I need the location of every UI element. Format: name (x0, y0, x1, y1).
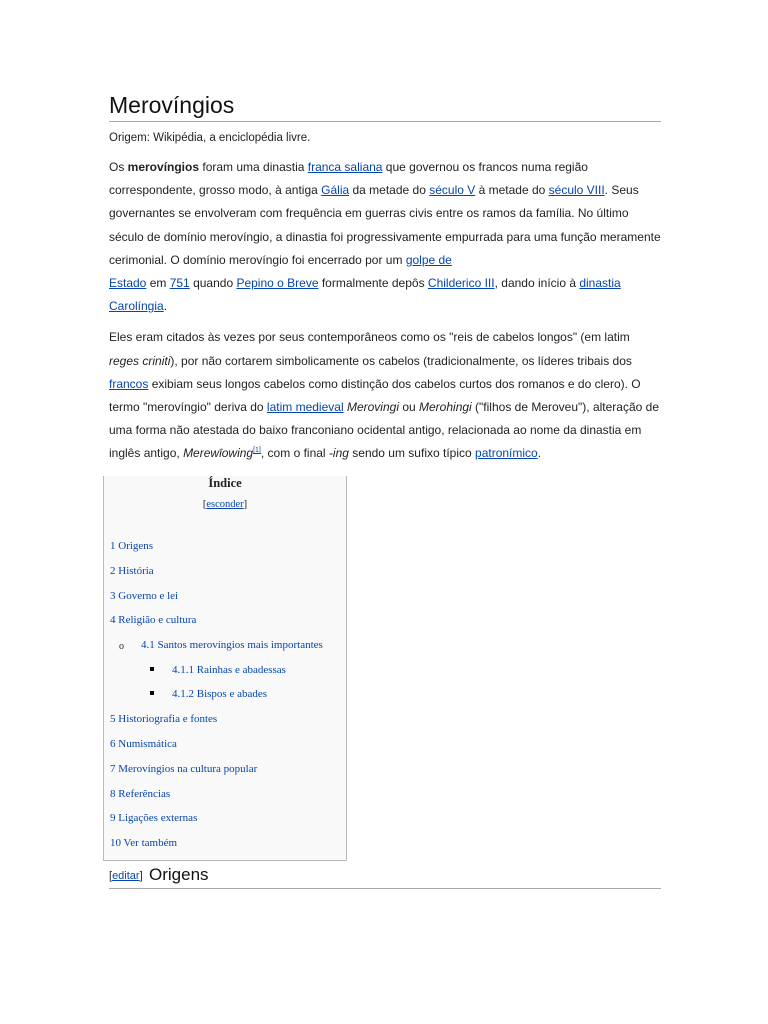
text: da metade do (349, 183, 430, 198)
text: formalmente depôs (318, 276, 428, 291)
link-patronimico[interactable]: patronímico (475, 446, 538, 461)
toc-item[interactable] (141, 639, 323, 651)
link-franca-saliana[interactable]: franca saliana (307, 160, 383, 174)
bold-term: merovíngios (127, 160, 200, 174)
toc-item[interactable] (110, 763, 257, 775)
text: ), por não cortarem simbolicamente os cabelos (tradicionalmente, os líderes tribais dos (170, 353, 632, 368)
toc-link[interactable]: 9 Ligações externas (110, 812, 198, 824)
toc-item[interactable] (110, 738, 177, 750)
page-title: Merovíngios (109, 90, 661, 122)
text: exibiam seus longos cabelos como distinção dos cabelos curtos dos romanos e do clero). O termo "merovíngio" deriva do (109, 376, 641, 415)
link-dinastia-carolingia[interactable]: dinastia Carolíngia (109, 276, 621, 314)
toc-toggle (104, 499, 346, 510)
link-seculo-viii[interactable]: século VIII (548, 183, 605, 198)
toc-item[interactable] (110, 565, 154, 577)
toc-item[interactable] (110, 812, 197, 824)
toc-item[interactable] (110, 713, 217, 725)
section-edit (109, 870, 143, 882)
italic-term: Merovingi (346, 400, 399, 415)
toc-title: Índice (208, 476, 242, 490)
text: ("filhos de Meroveu"), alteração de uma forma não atestada do baixo franconiano ocidental antigo, relacionada ao nome da dinastia em inglês antigo, (109, 400, 659, 461)
link-pepino-o-breve[interactable]: Pepino o Breve (236, 276, 319, 291)
article-body (109, 90, 661, 466)
circle-bullet-icon: o (119, 641, 124, 652)
toc-item[interactable] (110, 788, 170, 800)
toc-link[interactable]: 4 Religião e cultura (110, 614, 197, 626)
italic-term: Merohingi (419, 400, 472, 415)
toc-hide-link[interactable]: esconder (206, 499, 244, 510)
intro-paragraph-1 (109, 156, 661, 318)
table-of-contents (103, 476, 347, 861)
toc-link[interactable]: 2 História (110, 565, 154, 577)
reference-link[interactable]: [1] (253, 447, 261, 455)
bracket: [ (109, 870, 113, 882)
toc-link[interactable]: 10 Ver também (110, 837, 178, 849)
section-heading-origens (109, 864, 661, 889)
toc-link[interactable]: 7 Merovíngios na cultura popular (110, 763, 258, 775)
toc-item[interactable] (172, 688, 267, 700)
toc-item[interactable] (172, 664, 286, 676)
text: . (537, 446, 542, 461)
link-galia[interactable]: Gália (321, 183, 350, 198)
text: à metade do (475, 183, 549, 198)
link-golpe-de-estado[interactable]: golpe de (405, 252, 452, 267)
toc-link[interactable]: 8 Referências (110, 788, 171, 800)
toc-link[interactable]: 1 Origens (110, 540, 154, 552)
text: foram uma dinastia (199, 160, 308, 174)
italic-term: -ing (328, 446, 349, 461)
link-751[interactable]: 751 (169, 276, 190, 291)
text: Os (109, 160, 128, 174)
text: que governou os francos numa região correspondente, grosso modo, à antiga (109, 160, 588, 198)
link-seculo-v[interactable]: século V (429, 183, 476, 198)
toc-link[interactable]: 5 Historiografia e fontes (110, 713, 218, 725)
italic-term: Merewīowing (183, 446, 254, 461)
toc-item[interactable] (110, 614, 196, 626)
bracket: [ (202, 499, 207, 510)
text: quando (189, 276, 237, 291)
text: sendo um sufixo típico (348, 446, 476, 461)
text: , com o final (260, 446, 329, 461)
toc-link[interactable]: 4.1.1 Rainhas e abadessas (172, 664, 286, 676)
edit-section-link[interactable]: editar (112, 870, 140, 882)
toc-item[interactable] (110, 590, 178, 602)
italic-term: reges criniti (109, 353, 171, 368)
section-title: Origens (149, 865, 209, 884)
text: em (146, 276, 170, 291)
link-golpe-de-estado-cont[interactable]: Estado (109, 276, 147, 291)
link-childerico-iii[interactable]: Childerico III (427, 276, 495, 291)
link-latim-medieval[interactable]: latim medieval (266, 400, 344, 415)
text: . (163, 299, 168, 314)
toc-link[interactable]: 6 Numismática (110, 738, 177, 750)
bracket: ] (139, 870, 143, 882)
text: ou (399, 400, 420, 415)
toc-link[interactable]: 4.1 Santos merovíngios mais importantes (141, 639, 323, 651)
toc-link[interactable]: 4.1.2 Bispos e abades (172, 688, 268, 700)
square-bullet-icon (150, 691, 154, 695)
bracket: ] (243, 499, 248, 510)
square-bullet-icon (150, 667, 154, 671)
site-subtitle: Origem: Wikipédia, a enciclopédia livre. (109, 132, 311, 144)
toc-item[interactable] (110, 540, 153, 552)
text: Eles eram citados às vezes por seus contemporâneos como os "reis de cabelos longos" (em latim (109, 330, 630, 345)
intro-paragraph-2 (109, 326, 661, 465)
toc-item[interactable] (110, 837, 177, 849)
text: , dando início à (494, 276, 580, 291)
text: . Seus governantes se envolveram com frequência em guerras civis entre os ramos da família. No último século de domínio merovíngio, a dinastia foi progressivamente empurrada para uma função meramente cerimonial. O domínio merovíngio foi encerrado por um (109, 183, 661, 267)
toc-link[interactable]: 3 Governo e lei (110, 590, 179, 602)
link-francos[interactable]: francos (109, 376, 149, 391)
